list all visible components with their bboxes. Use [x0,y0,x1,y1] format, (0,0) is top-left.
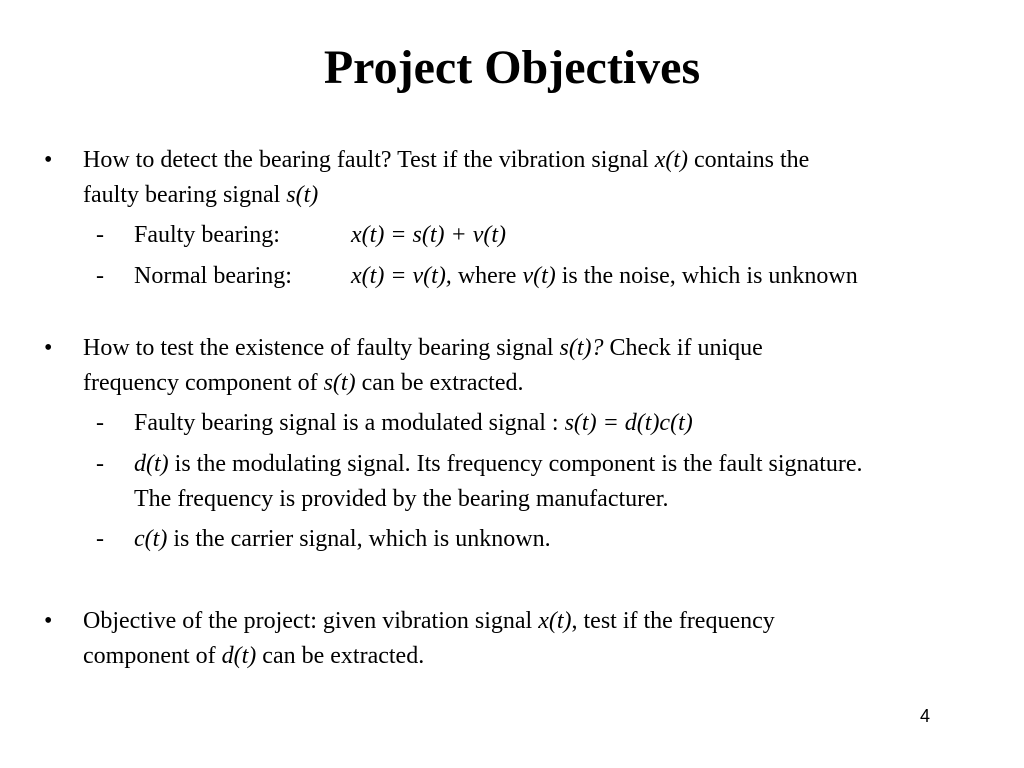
normal-bearing-equation: x(t) = v(t), [351,263,452,289]
bullet-1 [44,143,984,213]
bullet-2-part: can be extracted. [355,370,524,396]
bullet-3-part: , test if the frequency [571,608,775,634]
dash-marker: - [96,410,104,436]
faulty-bearing-label: Faulty bearing: [134,222,280,248]
sub-bullet-text [134,522,1016,557]
carrier-signal-text: is the carrier signal, which is unknown. [167,526,551,552]
page-number: 4 [920,706,931,726]
bullet-3-part: Objective of the project: given vibration signal [83,608,539,634]
sub-bullet-carrier-signal [96,522,1016,557]
bullet-2-part: How to test the existence of faulty bearing signal [83,335,560,361]
modulating-signal-text: The frequency is provided by the bearing manufacturer. [134,486,669,512]
dash-marker: - [96,263,104,289]
bullet-3-math: d(t) [221,643,257,669]
sub-bullet-modulated-signal [96,406,1016,441]
dash-marker: - [96,222,104,248]
modulated-signal-text: Faulty bearing signal is a modulated signal : [134,410,565,436]
dash-marker: - [96,526,104,552]
bullet-2-math: s(t)? [559,335,604,361]
bullet-3-part: component of [83,643,222,669]
bullet-1-math: x(t) [654,147,689,173]
bullet-1-part: contains the [688,147,810,173]
bullet-3-text [83,604,984,674]
noise-symbol: v(t) [522,263,556,289]
bullet-2-math: s(t) [323,370,356,396]
bullet-2-part: frequency component of [83,370,324,396]
sub-bullet-text [134,447,1016,517]
bullet-1-math: s(t) [286,182,319,208]
bullet-3 [44,604,984,674]
sub-bullet-normal-bearing [96,259,1016,294]
bullet-marker: • [44,147,53,173]
bullet-2 [44,331,984,401]
normal-bearing-text: where [451,263,523,289]
sub-bullet-text [134,406,1016,441]
bullet-1-part: How to detect the bearing fault? Test if the vibration signal [83,147,655,173]
bullet-marker: • [44,608,53,634]
sub-bullet-text [134,218,1016,253]
bullet-3-math: x(t) [538,608,572,634]
modulated-signal-equation: s(t) = d(t)c(t) [564,410,693,436]
dash-marker: - [96,451,104,477]
normal-bearing-text: is the noise, which is unknown [555,263,858,289]
bullet-2-part: Check if unique [603,335,763,361]
bullet-1-part: faulty bearing signal [83,182,287,208]
normal-bearing-label: Normal bearing: [134,263,292,289]
modulating-signal-text: is the modulating signal. Its frequency component is the fault signature. [168,451,863,477]
sub-bullet-modulating-signal [96,447,1016,517]
bullet-3-part: can be extracted. [256,643,425,669]
bullet-marker: • [44,335,53,361]
faulty-bearing-equation: x(t) = s(t) + v(t) [351,222,506,248]
sub-bullet-faulty-bearing [96,218,1016,253]
carrier-signal-symbol: c(t) [134,526,168,552]
bullet-2-text [83,331,984,401]
slide-title: Project Objectives [323,41,701,94]
bullet-1-text [83,143,984,213]
modulating-signal-symbol: d(t) [134,451,169,477]
sub-bullet-text [134,259,1016,294]
